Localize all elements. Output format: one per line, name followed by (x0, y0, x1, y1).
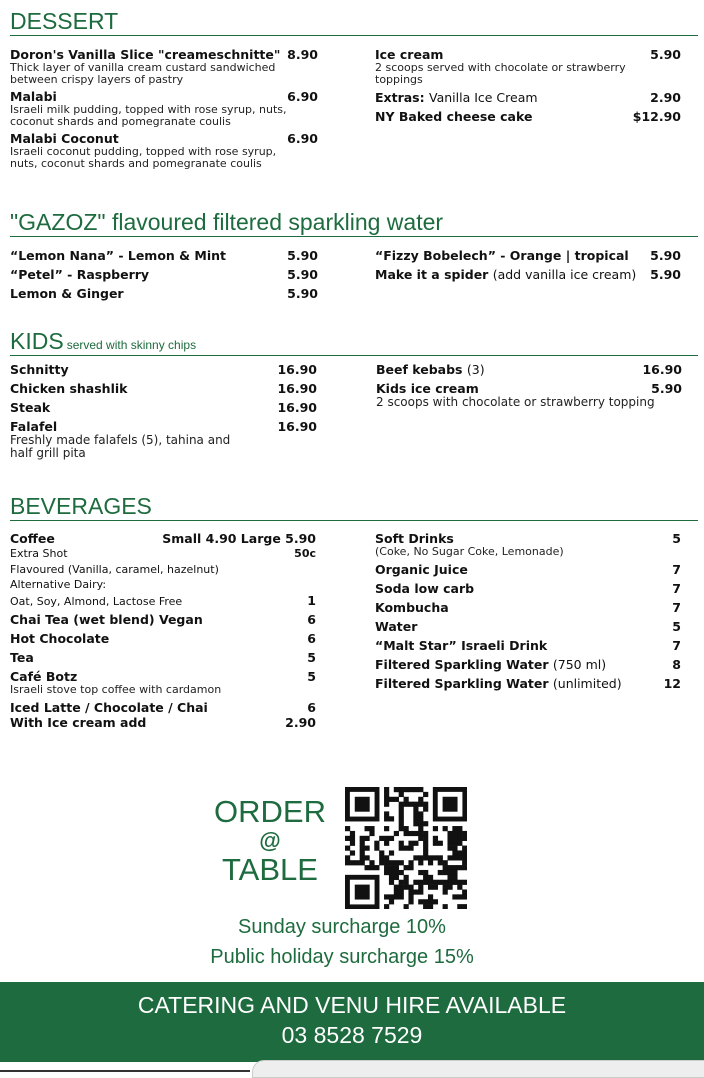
item-name: Soda low carb (375, 581, 475, 597)
item-name-detail: (3) (466, 362, 485, 377)
flavoured-note: Flavoured (Vanilla, caramel, hazelnut) (10, 563, 219, 576)
kids-left-column (10, 362, 317, 460)
item-name-detail: (750 ml) (552, 657, 607, 673)
item-name: Malabi Coconut (10, 131, 119, 147)
catering-phone: 03 8528 7529 (281, 1022, 423, 1048)
item-description: Israeli stove top coffee with cardamon (10, 683, 222, 696)
item-name-label: Make it a spider (375, 267, 489, 282)
item-price: $12.90 (632, 109, 681, 125)
section-title-beverages: BEVERAGES (10, 495, 698, 521)
menu-item (10, 47, 318, 86)
menu-item (10, 419, 317, 460)
item-name: Kombucha (375, 600, 449, 616)
menu-item (375, 581, 681, 596)
item-price: 6.90 (287, 131, 318, 147)
item-name: Café Botz (10, 669, 78, 684)
menu-item (375, 676, 681, 691)
item-name: Oat, Soy, Almond, Lactose Free (10, 595, 183, 608)
gazoz-right-column (375, 248, 681, 282)
section-title-dessert: DESSERT (10, 10, 698, 36)
menu-item (375, 248, 681, 263)
menu-item-coffee (10, 531, 316, 546)
item-price: 6 (307, 612, 316, 627)
item-name (376, 362, 485, 377)
menu-item (10, 400, 317, 415)
item-price: 5 (672, 531, 681, 546)
item-name: With Ice cream add (10, 715, 147, 731)
item-description: Israeli milk pudding, topped with rose syrup, nuts, coconut shards and pomegranate coulis (10, 103, 287, 129)
menu-item (10, 650, 316, 665)
menu-item (375, 267, 681, 282)
item-name-detail: Vanilla Ice Cream (428, 90, 538, 106)
item-price: 6 (307, 700, 316, 716)
beverages-right-column (375, 531, 681, 691)
menu-item (10, 267, 318, 282)
item-description: Freshly made falafels (5), tahina and half grill pita (10, 433, 231, 461)
item-price: 7 (672, 562, 681, 578)
item-price: 7 (672, 600, 681, 616)
item-price: 2.90 (650, 90, 681, 106)
section-title-gazoz: "GAZOZ" flavoured filtered sparkling water (10, 211, 698, 237)
item-price: 16.90 (277, 381, 317, 396)
item-price: 6.90 (287, 89, 318, 105)
menu-item-soft-drinks (375, 531, 681, 558)
item-name: Soft Drinks (375, 531, 454, 546)
kids-title: KIDS (10, 328, 64, 354)
page-tab-right (252, 1060, 704, 1078)
menu-item (10, 131, 318, 170)
menu-item (375, 109, 681, 124)
item-name-label: Filtered Sparkling Water (375, 676, 549, 692)
item-name: Falafel (10, 419, 58, 434)
item-name-label: Beef kebabs (376, 362, 463, 377)
order-label: ORDER (214, 794, 326, 829)
kids-right-column (376, 362, 682, 409)
item-price: 5 (307, 650, 316, 665)
item-price: 5.90 (287, 267, 318, 282)
catering-label: CATERING AND VENU HIRE AVAILABLE (137, 992, 567, 1018)
item-description: 2 scoops served with chocolate or strawberry toppings (375, 61, 626, 87)
menu-item-extra-shot (10, 547, 316, 560)
item-price: 5.90 (287, 248, 318, 263)
item-name: Steak (10, 400, 51, 415)
item-name (375, 267, 636, 282)
item-description: Thick layer of vanilla cream custard sandwiched between crispy layers of pastry (10, 61, 276, 87)
menu-item-alt-dairy (10, 593, 316, 608)
item-name-detail: (unlimited) (552, 676, 622, 692)
menu-item (376, 362, 682, 377)
item-price: 7 (672, 581, 681, 597)
item-price: 8 (672, 657, 681, 673)
item-price: 1 (307, 593, 316, 608)
item-name: Water (375, 619, 418, 635)
item-price: 16.90 (277, 362, 317, 377)
menu-item (10, 631, 316, 646)
item-name: Coffee (10, 531, 55, 546)
item-name: Kids ice cream (376, 381, 479, 396)
menu-item (10, 669, 316, 696)
item-name: Iced Latte / Chocolate / Chai (10, 700, 208, 716)
item-name: Lemon & Ginger (10, 286, 124, 301)
item-description: 2 scoops with chocolate or strawberry topping (376, 395, 655, 409)
sunday-surcharge: Sunday surcharge 10% (238, 916, 446, 938)
menu-item (10, 381, 317, 396)
item-name: Chai Tea (wet blend) Vegan (10, 612, 203, 627)
menu-item (375, 619, 681, 634)
dessert-right-column (375, 47, 681, 124)
menu-item (375, 638, 681, 653)
item-price: 5 (307, 669, 316, 684)
item-price: 5.90 (650, 267, 681, 282)
menu-item (10, 248, 318, 263)
item-price: 12 (663, 676, 681, 692)
item-price: 2.90 (285, 715, 316, 731)
item-name (375, 657, 606, 672)
at-label: @ (259, 828, 281, 853)
menu-item (375, 47, 681, 86)
menu-item (376, 381, 682, 409)
item-price: 16.90 (277, 400, 317, 415)
item-name: Extra Shot (10, 547, 68, 560)
section-title-kids (10, 330, 698, 356)
item-name: Hot Chocolate (10, 631, 110, 646)
item-name: Doron's Vanilla Slice "creameschnitte" (10, 47, 281, 62)
menu-item (375, 657, 681, 672)
item-name: Malabi (10, 89, 57, 105)
menu-item (10, 612, 316, 627)
item-name-detail: (add vanilla ice cream) (492, 267, 637, 282)
qr-code-icon[interactable] (345, 787, 467, 909)
page-tab-left (0, 1070, 250, 1078)
item-price: 5.90 (287, 286, 318, 301)
item-name: Schnitty (10, 362, 69, 377)
beverages-left-column (10, 531, 316, 730)
item-name: Tea (10, 650, 34, 665)
item-name: “Malt Star” Israeli Drink (375, 638, 548, 654)
item-name: Ice cream (375, 47, 444, 62)
menu-item (10, 286, 318, 301)
qr-code-graphic (345, 787, 467, 909)
item-price: 7 (672, 638, 681, 654)
gazoz-left-column (10, 248, 318, 301)
menu-item (375, 562, 681, 577)
table-label: TABLE (222, 852, 318, 887)
holiday-surcharge: Public holiday surcharge 15% (210, 946, 474, 968)
item-price: 16.90 (277, 419, 317, 434)
item-name: Organic Juice (375, 562, 468, 578)
menu-item (10, 362, 317, 377)
item-price: 8.90 (287, 47, 318, 62)
item-name: NY Baked cheese cake (375, 109, 533, 125)
item-price: 6 (307, 631, 316, 646)
item-price: 5.90 (651, 381, 682, 396)
item-price: 16.90 (642, 362, 682, 377)
item-name: “Lemon Nana” - Lemon & Mint (10, 248, 227, 263)
menu-item (10, 89, 318, 128)
item-name-label: Extras: (375, 90, 425, 106)
menu-item (10, 715, 316, 730)
alt-dairy-label: Alternative Dairy: (10, 578, 107, 591)
item-price: 5.90 (650, 47, 681, 62)
item-description: (Coke, No Sugar Coke, Lemonade) (375, 545, 564, 558)
item-name (375, 676, 622, 691)
menu-item (375, 600, 681, 615)
item-name: “Fizzy Bobelech” - Orange | tropical (375, 248, 629, 263)
dessert-left-column (10, 47, 318, 171)
item-description: Israeli coconut pudding, topped with rose syrup, nuts, coconut shards and pomegranate coulis (10, 145, 277, 171)
menu-item (10, 700, 316, 715)
item-price: 5 (672, 619, 681, 635)
item-name: Chicken shashlik (10, 381, 128, 396)
item-name: “Petel” - Raspberry (10, 267, 150, 282)
item-name (375, 90, 538, 105)
item-name-label: Filtered Sparkling Water (375, 657, 549, 673)
menu-item (375, 90, 681, 105)
order-at-table (205, 796, 335, 886)
item-price: 50c (294, 547, 316, 560)
catering-footer (0, 982, 704, 1062)
kids-subtitle: served with skinny chips (66, 338, 197, 352)
item-price: 5.90 (650, 248, 681, 263)
coffee-sizes: Small 4.90 Large 5.90 (162, 531, 316, 546)
